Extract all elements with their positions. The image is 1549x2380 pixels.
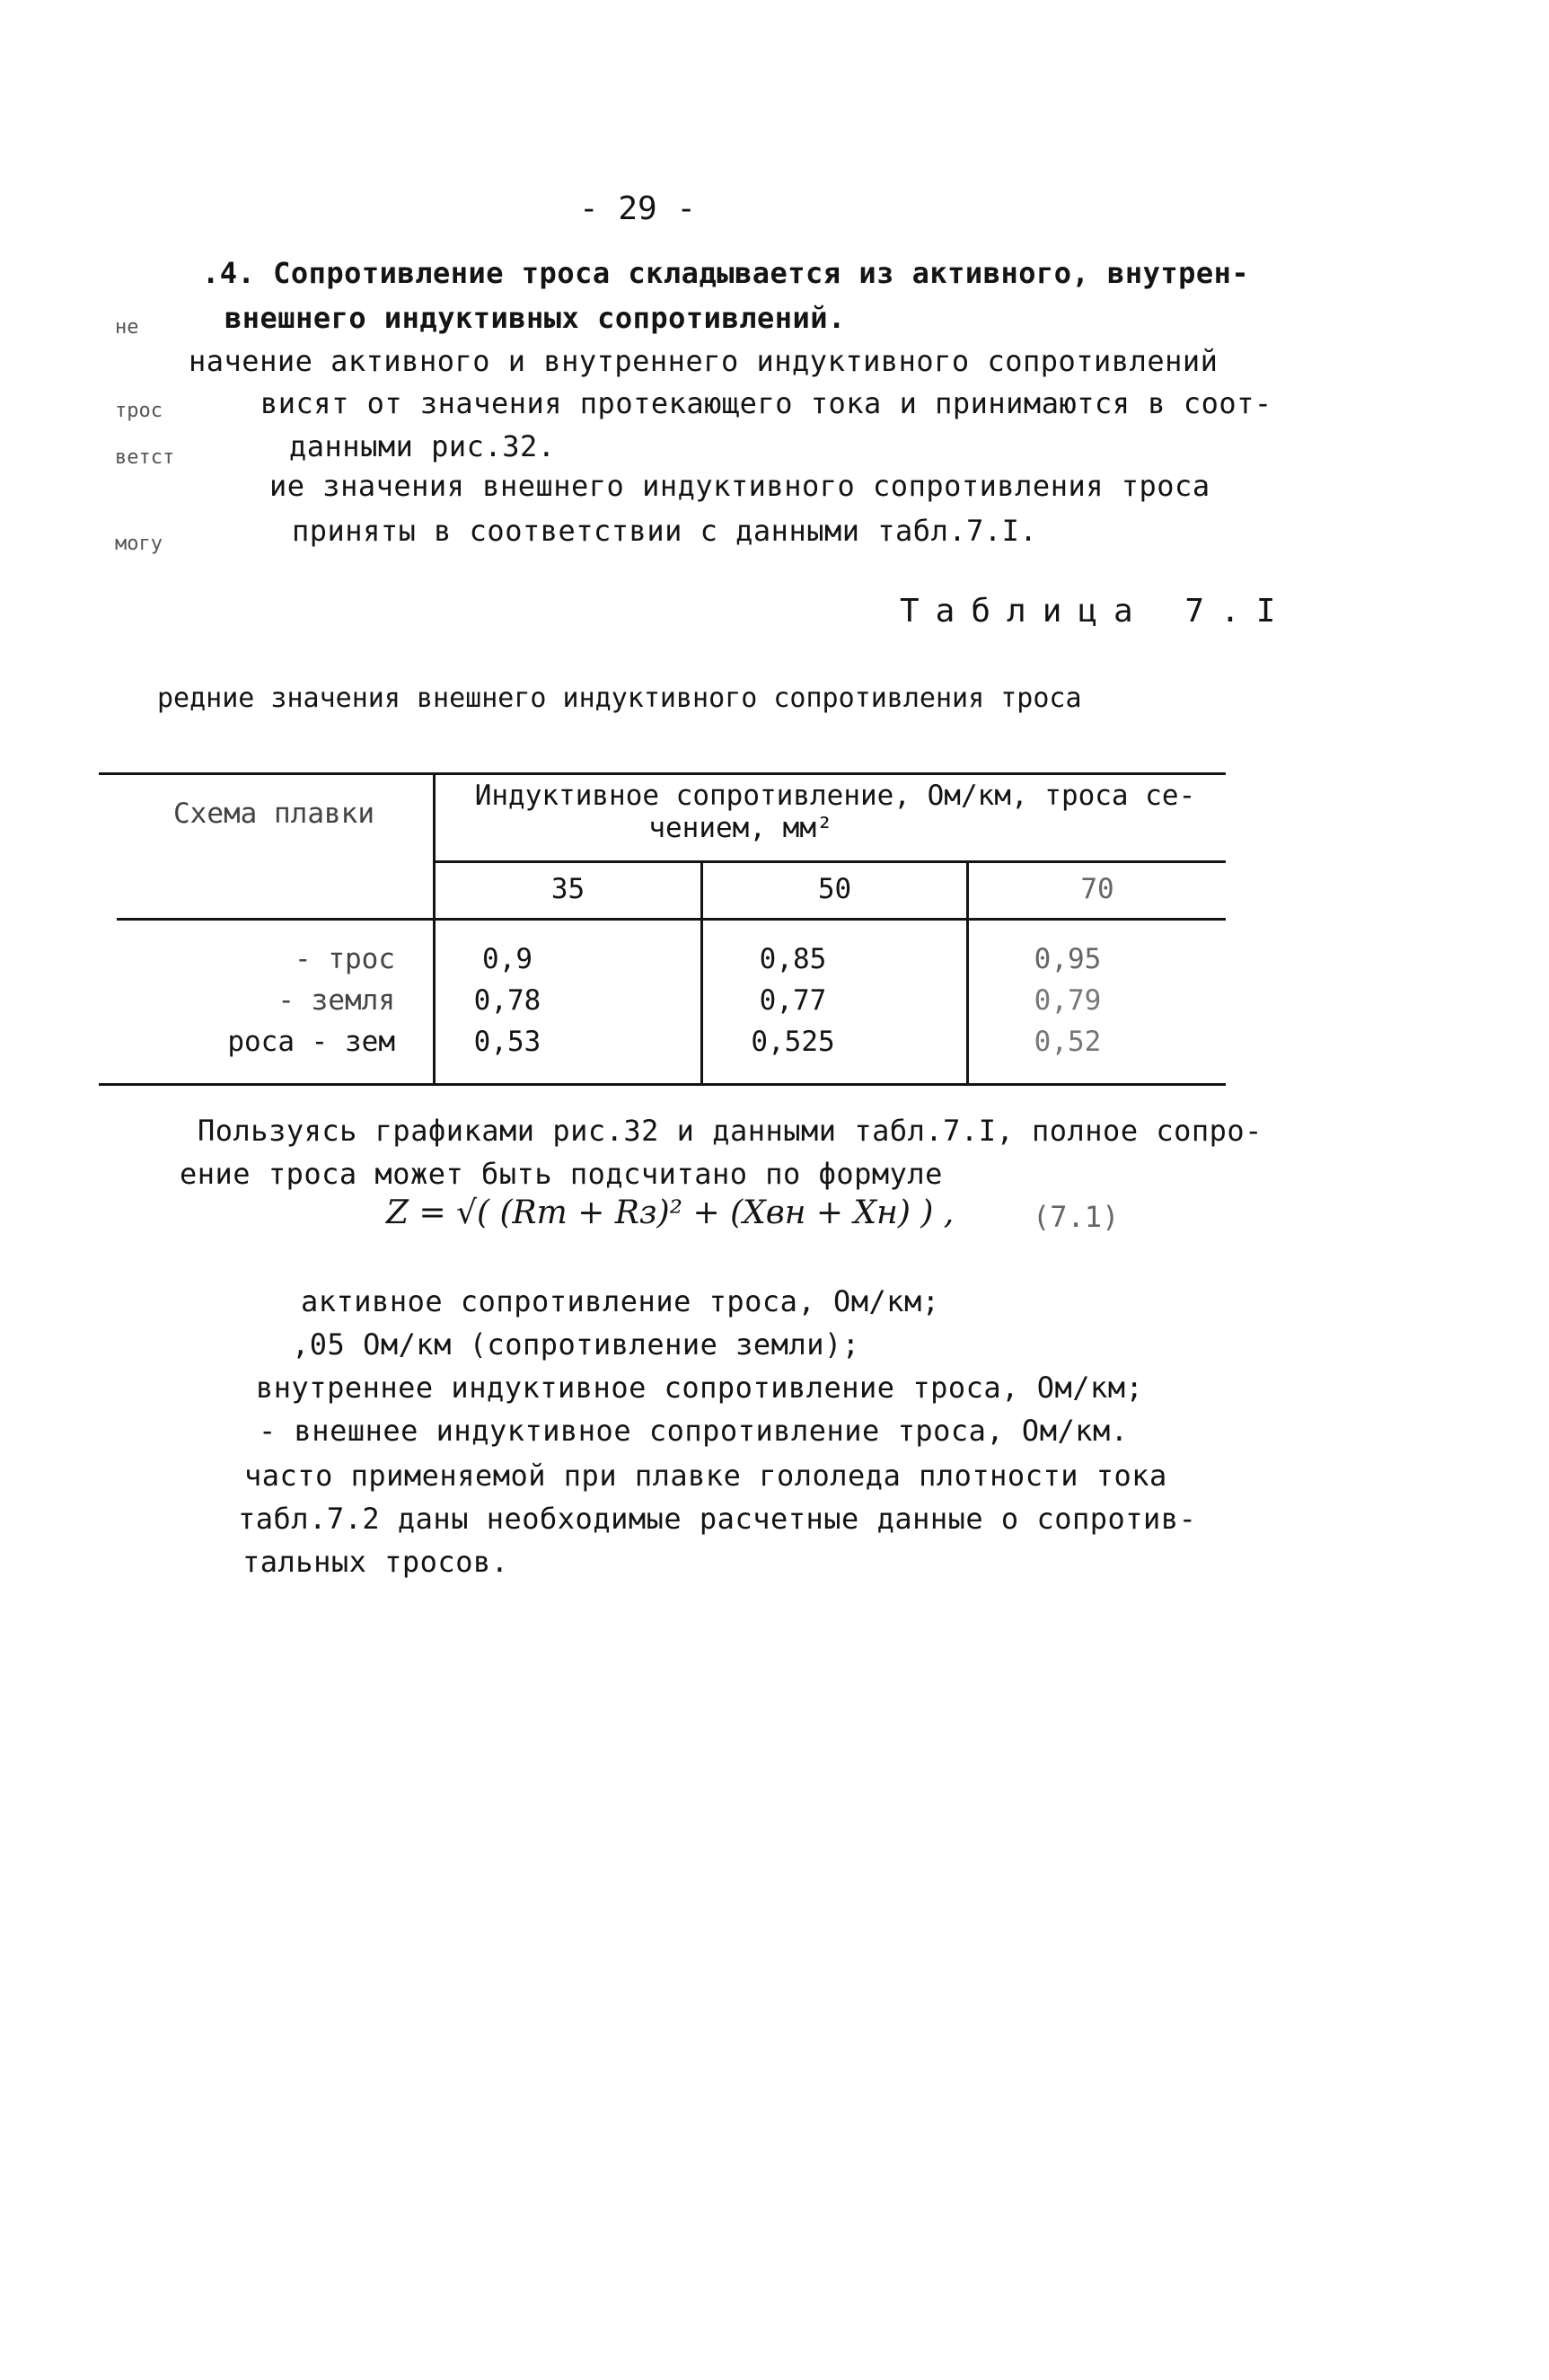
row-1-val-50: 0,85 (759, 943, 827, 975)
row-2-scheme: - земля (277, 984, 395, 1017)
margin-fragment-4: могу (115, 533, 163, 555)
intro-line-7: приняты в соответствии с данными табл.7.I. (292, 514, 1038, 548)
margin-fragment-1: не (115, 316, 139, 339)
row-3-val-70: 0,52 (1034, 1026, 1102, 1058)
row-2-val-50: 0,77 (759, 984, 827, 1017)
table-caption: Таблица 7.I (900, 593, 1292, 630)
row-1-scheme: - трос (295, 943, 395, 975)
definition-3: внутреннее индуктивное сопротивление троса, Ом/км; (256, 1371, 1144, 1405)
row-1-val-70: 0,95 (1034, 943, 1102, 975)
intro-line-5: данными рис.32. (289, 429, 556, 463)
section-70: 70 (1080, 873, 1114, 905)
table-title: редние значения внешнего индуктивного сопротивления троса (157, 683, 1082, 714)
row-3-scheme: роса - зем (227, 1026, 395, 1058)
closing-line-1: часто применяемой при плавке гололеда плотности тока (244, 1459, 1167, 1493)
intro-line-3: начение активного и внутреннего индуктивного сопротивлений (189, 344, 1219, 378)
after-table-line-2: ение троса может быть подсчитано по формуле (180, 1157, 943, 1191)
section-35: 35 (550, 873, 585, 905)
row-3-val-35: 0,53 (473, 1026, 541, 1058)
after-table-line-1: Пользуясь графиками рис.32 и данными табл.7.I, полное сопро- (198, 1114, 1263, 1148)
header-inductive-line1: Индуктивное сопротивление, Ом/км, троса се- (474, 780, 1196, 812)
definition-2: ,05 Ом/км (сопротивление земли); (292, 1327, 860, 1362)
row-1-val-35: 0,9 (482, 943, 532, 975)
formula: Z = √( (Rт + Rз)² + (Xвн + Xн) ) , (386, 1194, 955, 1231)
intro-line-1: .4. Сопротивление троса складывается из активного, внутрен- (202, 256, 1250, 290)
row-2-val-70: 0,79 (1034, 984, 1102, 1017)
margin-fragment-2: трос (115, 400, 163, 422)
formula-number: (7.1) (1033, 1200, 1120, 1234)
section-50: 50 (817, 873, 852, 905)
table-header-rule (117, 918, 1226, 921)
header-scheme: Схема плавки (173, 798, 374, 830)
page-number: - 29 - (578, 190, 697, 227)
margin-fragment-3: ветст (115, 446, 175, 469)
intro-line-2: внешнего индуктивных сопротивлений. (224, 301, 846, 335)
intro-line-6: ие значения внешнего индуктивного сопротивления троса (269, 469, 1210, 503)
closing-line-2: табл.7.2 даны необходимые расчетные данные о сопротив- (238, 1502, 1197, 1536)
closing-line-3: тальных тросов. (242, 1545, 509, 1579)
table-top-rule (99, 772, 1226, 775)
intro-line-4: висят от значения протекающего тока и принимаются в соот- (260, 386, 1272, 420)
definition-4: - внешнее индуктивное сопротивление троса, Ом/км. (259, 1414, 1129, 1448)
header-inductive-line2: чением, мм² (648, 812, 833, 844)
table-bottom-rule (99, 1083, 1226, 1086)
definition-1: активное сопротивление троса, Ом/км; (301, 1284, 940, 1318)
row-2-val-35: 0,78 (473, 984, 541, 1017)
row-3-val-50: 0,525 (751, 1026, 835, 1058)
table-subheader-rule (433, 860, 1226, 863)
data-table (99, 772, 1226, 1087)
